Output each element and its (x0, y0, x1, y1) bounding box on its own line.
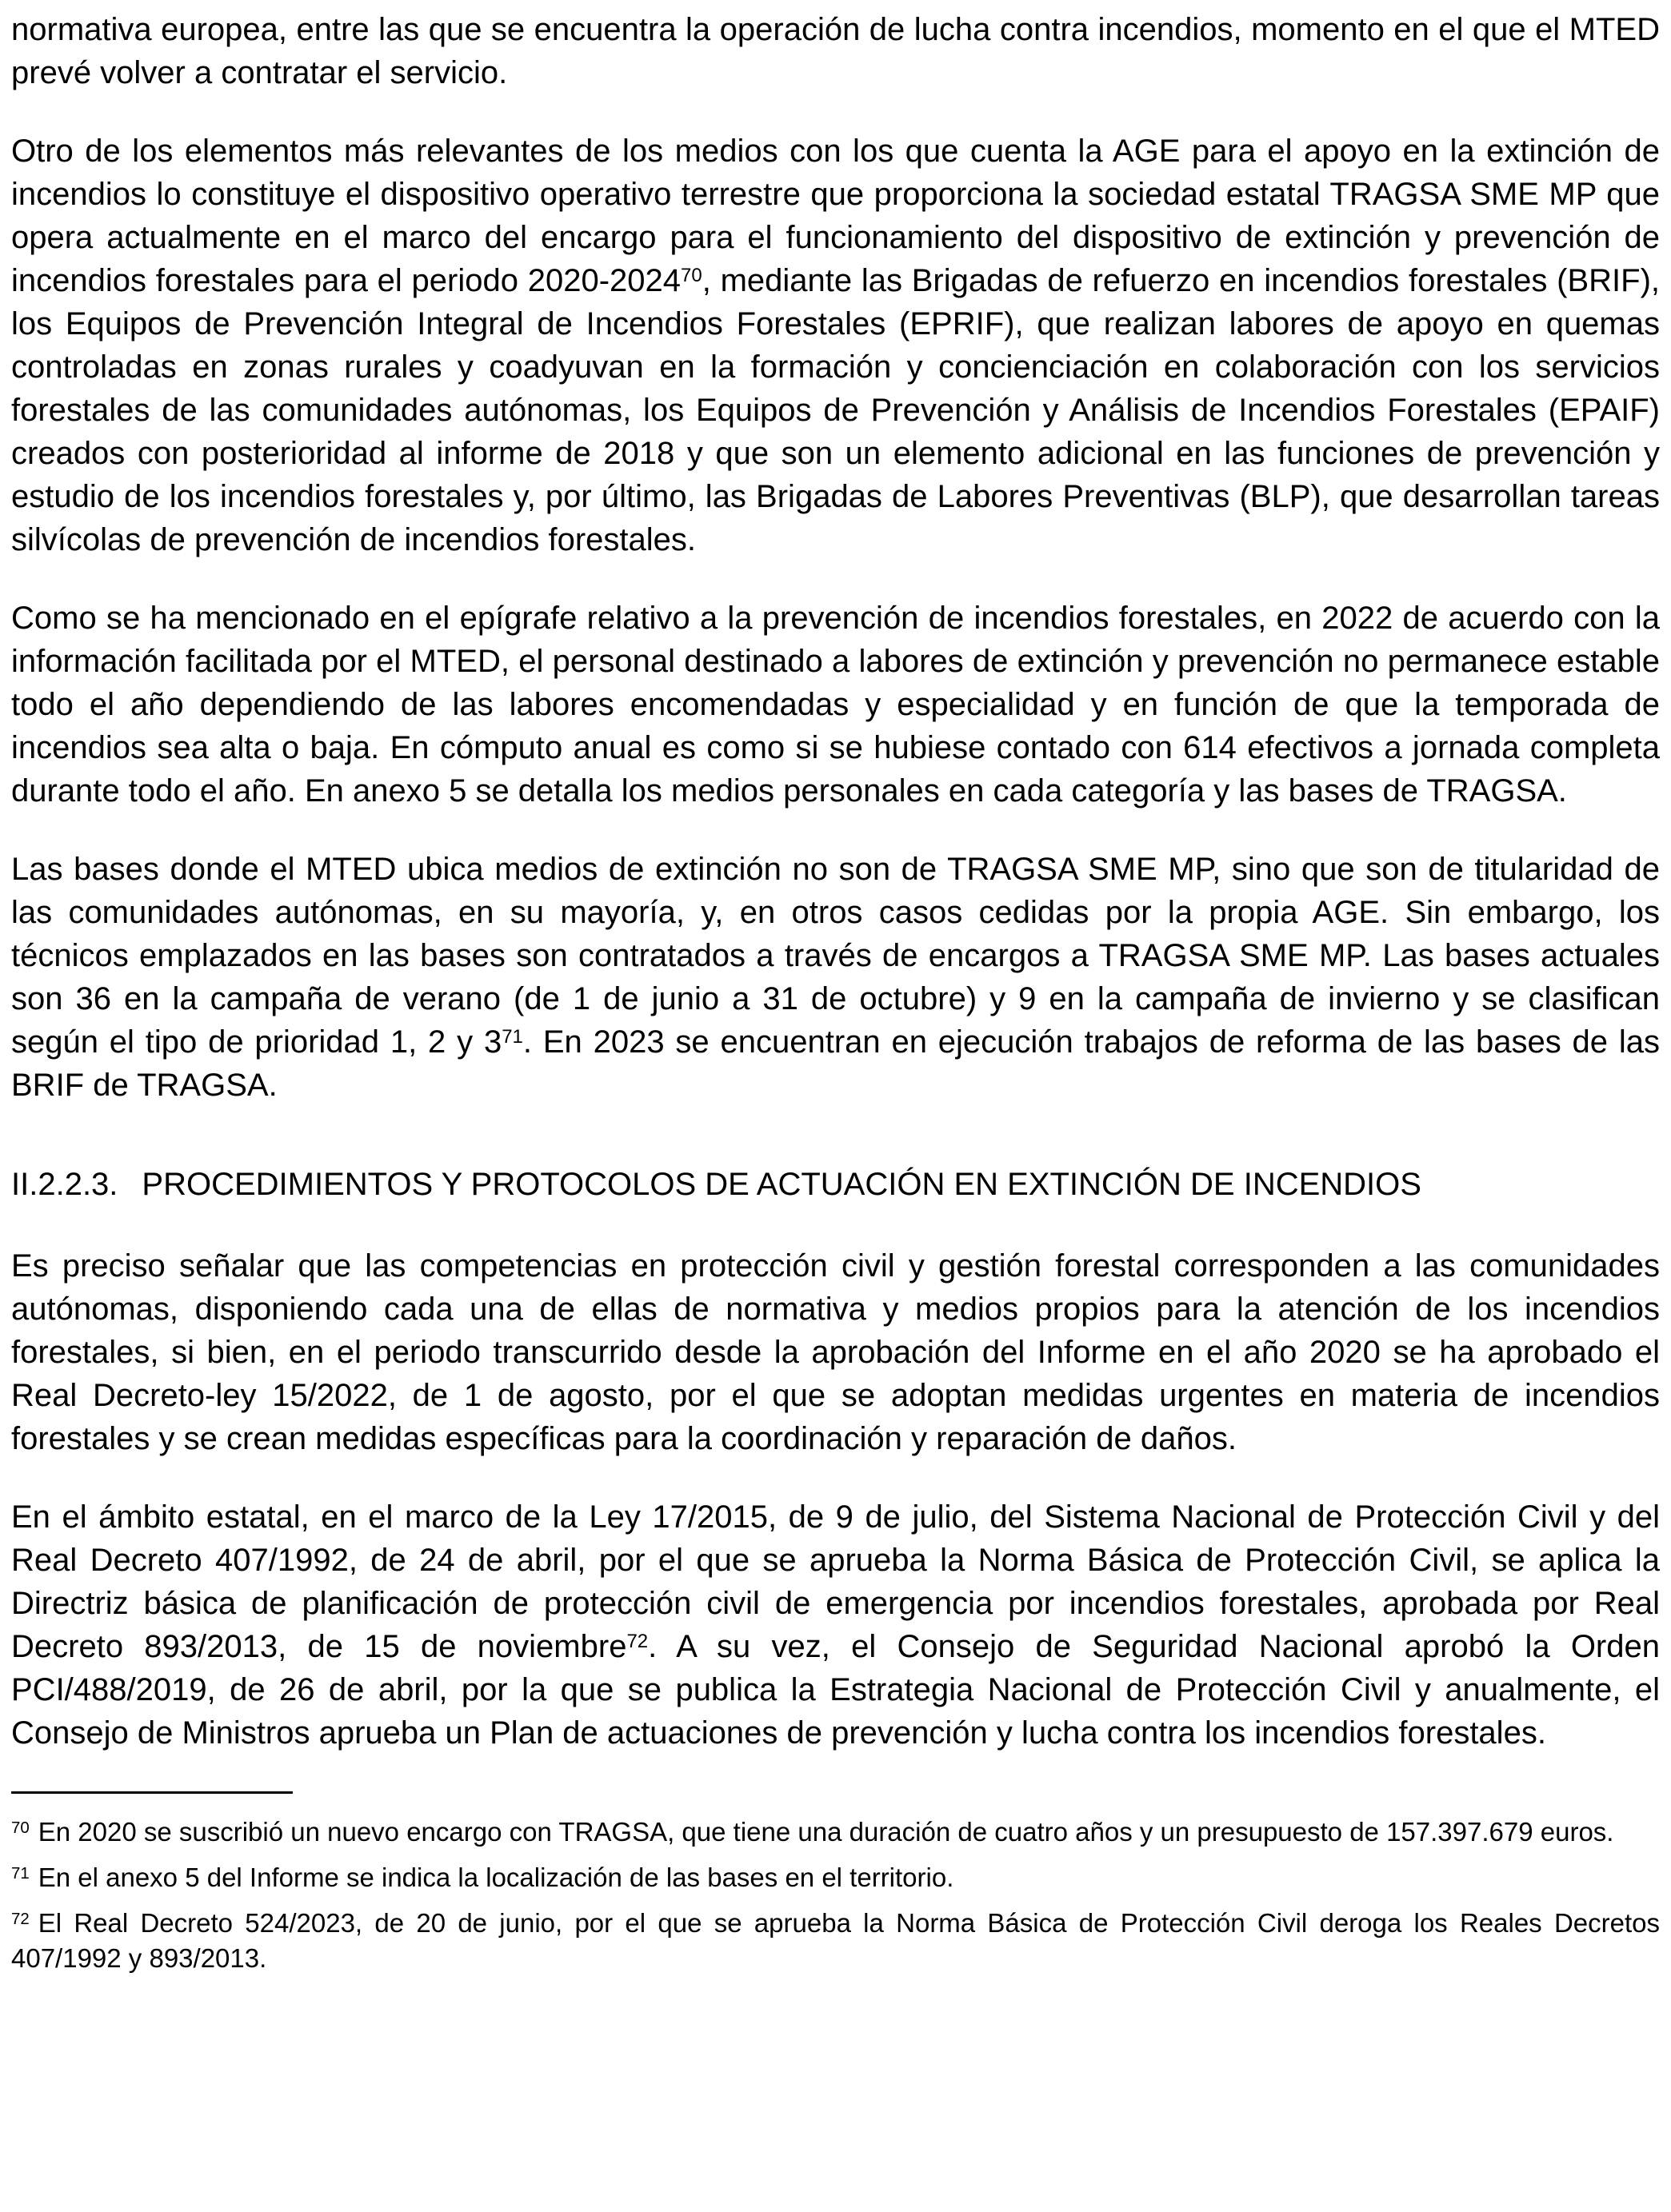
footnote-ref-71: 71 (502, 1026, 523, 1048)
footnote-text: En 2020 se suscribió un nuevo encargo con TRAGSA, que tiene una duración de cuatro años y un presupuesto de 157.397.679 euros. (38, 1817, 1614, 1847)
footnote-ref-70: 70 (681, 265, 702, 287)
paragraph-bases-mted (11, 848, 1660, 1107)
section-heading-title: PROCEDIMIENTOS Y PROTOCOLOS DE ACTUACIÓN EN EXTINCIÓN DE INCENDIOS (142, 1167, 1421, 1202)
section-heading (11, 1163, 1660, 1206)
footnote-text: El Real Decreto 524/2023, de 20 de junio, por el que se aprueba la Norma Básica de Protección Civil deroga los Reales Decretos 407/1992 y 893/2013. (11, 1908, 1660, 1973)
footnote-70 (11, 1815, 1660, 1850)
paragraph-ambito-estatal (11, 1495, 1660, 1755)
footnote-71 (11, 1860, 1660, 1895)
footnote-72 (11, 1906, 1660, 1976)
footnote-ref-72: 72 (626, 1631, 649, 1653)
footnote-separator (11, 1791, 293, 1794)
footnote-number: 72 (11, 1910, 30, 1929)
paragraph-continuation: normativa europea, entre las que se encuentra la operación de lucha contra incendios, momento en el que el MTED prevé volver a contratar el servicio. (11, 12, 1660, 90)
footnote-number: 71 (11, 1864, 30, 1883)
paragraph-text: , mediante las Brigadas de refuerzo en incendios forestales (BRIF), los Equipos de Prevención Integral de Incendios Forestales (EPRIF), que realizan labores de apoyo en quemas controladas en zonas rurales y coadyuvan en la formación y concienciación en colaboración con los servicios forestales de las comunidades autónomas, los Equipos de Prevención y Análisis de Incendios Forestales (EPAIF) creados con posterioridad al informe de 2018 y que son un elemento adicional en las funciones de prevención y estudio de los incendios forestales y, por último, las Brigadas de Labores Preventivas (BLP), que desarrollan tareas silvícolas de prevención de incendios forestales. (11, 263, 1661, 557)
paragraph-text: Otro de los elementos más relevantes de los medios con los que cuenta la AGE para el apoyo en la extinción de incendios lo constituye el dispositivo operativo terrestre que proporciona la sociedad estatal TRAGSA SME MP que opera actualmente en el marco del encargo para el funcionamiento del dispositivo de extinción y prevención de incendios forestales para el periodo 2020-2024 (11, 134, 1660, 298)
body-text-block (11, 8, 1660, 1755)
paragraph-text: . En 2023 se encuentran en ejecución trabajos de reforma de las bases de las BRIF de TRAGSA. (11, 1024, 1660, 1103)
paragraph-tragsa-dispositivo (11, 130, 1660, 561)
footnotes-section (11, 1815, 1660, 1976)
paragraph-personal-extincion: Como se ha mencionado en el epígrafe relativo a la prevención de incendios forestales, en 2022 de acuerdo con la información facilitada por el MTED, el personal destinado a labores de extinción y prevención no permanece estable todo el año dependiendo de las labores encomendadas y especialidad y en función de que la temporada de incendios sea alta o baja. En cómputo anual es como si se hubiese contado con 614 efectivos a jornada completa durante todo el año. En anexo 5 se detalla los medios personales en cada categoría y las bases de TRAGSA. (11, 601, 1660, 809)
paragraph-text: . A su vez, el Consejo de Seguridad Nacional aprobó la Orden PCI/488/2019, de 26 de abril, por la que se publica la Estrategia Nacional de Protección Civil y anualmente, el Consejo de Ministros aprueba un Plan de actuaciones de prevención y lucha contra los incendios forestales. (11, 1629, 1660, 1751)
section-heading-number: II.2.2.3. (11, 1167, 118, 1202)
paragraph-competencias: Es preciso señalar que las competencias en protección civil y gestión forestal corresponden a las comunidades autónomas, disponiendo cada una de ellas de normativa y medios propios para la atención de los incendios forestales, si bien, en el periodo transcurrido desde la aprobación del Informe en el año 2020 se ha aprobado el Real Decreto-ley 15/2022, de 1 de agosto, por el que se adoptan medidas urgentes en materia de incendios forestales y se crean medidas específicas para la coordinación y reparación de daños. (11, 1248, 1660, 1456)
paragraph-text: Las bases donde el MTED ubica medios de extinción no son de TRAGSA SME MP, sino que son de titularidad de las comunidades autónomas, en su mayoría, y, en otros casos cedidas por la propia AGE. Sin embargo, los técnicos emplazados en las bases son contratados a través de encargos a TRAGSA SME MP. Las bases actuales son 36 en la campaña de verano (de 1 de junio a 31 de octubre) y 9 en la campaña de invierno y se clasifican según el tipo de prioridad 1, 2 y 3 (11, 852, 1660, 1060)
footnote-text: En el anexo 5 del Informe se indica la localización de las bases en el territorio. (38, 1863, 954, 1892)
paragraph-text: En el ámbito estatal, en el marco de la Ley 17/2015, de 9 de julio, del Sistema Nacional de Protección Civil y del Real Decreto 407/1992, de 24 de abril, por el que se aprueba la Norma Básica de Protección Civil, se aplica la Directriz básica de planificación de protección civil de emergencia por incendios forestales, aprobada por Real Decreto 893/2013, de 15 de noviembre (11, 1499, 1660, 1664)
footnote-number: 70 (11, 1819, 30, 1838)
